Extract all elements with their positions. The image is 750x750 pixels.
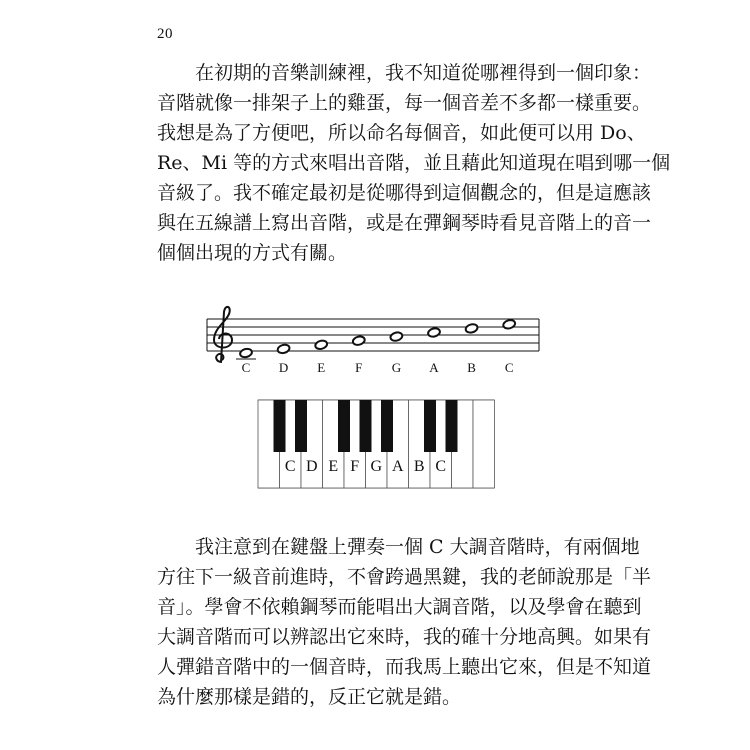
paragraph-line: 大調音階而可以辨認出它來時，我的確十分地高興。如果有: [157, 626, 652, 648]
paragraph-line: 人彈錯音階中的一個音時，而我馬上聽出它來，但是不知道: [157, 656, 652, 678]
paragraph-line: 音」。學會不依賴鋼琴而能唱出大調音階，以及學會在聽到: [157, 596, 642, 618]
staff-lines: [207, 319, 539, 351]
note-label: B: [467, 360, 476, 375]
staff-note-labels: [242, 360, 514, 375]
black-key: [274, 400, 286, 452]
key-label: F: [350, 458, 360, 475]
page-number: 20: [157, 26, 173, 42]
note-label: A: [429, 360, 439, 375]
key-label: E: [328, 458, 339, 475]
paragraph-2: [157, 532, 652, 712]
note-label: G: [391, 360, 402, 375]
black-key: [360, 400, 372, 452]
white-key: [473, 400, 495, 488]
paragraph-line: 個個出現的方式有關。: [157, 242, 348, 264]
note-label: F: [355, 360, 363, 375]
whole-note: [390, 331, 404, 342]
whole-note: [427, 327, 441, 338]
black-key: [381, 400, 393, 452]
paragraph-line: 方往下一級音前進時，不會跨過黑鍵，我的老師說那是「半: [157, 566, 652, 588]
whole-note: [352, 335, 366, 346]
paragraph-line: 我想是為了方便吧，所以命名每個音，如此便可以用 Do、: [157, 122, 646, 144]
paragraph-line: 我注意到在鍵盤上彈奏一個 C 大調音階時，有兩個地: [195, 536, 640, 558]
note-label: E: [317, 360, 326, 375]
note-label: C: [504, 360, 514, 375]
black-keys: [274, 400, 458, 452]
whole-note: [314, 339, 328, 350]
paragraph-line: 音階就像一排架子上的雞蛋，每一個音差不多都一樣重要。: [157, 92, 652, 114]
whole-note: [465, 323, 479, 334]
whole-note: [239, 348, 253, 359]
paragraph-line: 在初期的音樂訓練裡，我不知道從哪裡得到一個印象：: [195, 62, 652, 84]
treble-clef-icon: [214, 307, 232, 362]
note-label: D: [278, 360, 289, 375]
paragraph-line: 為什麼那樣是錯的，反正它就是錯。: [157, 686, 462, 708]
paragraph-line: Re、Mi 等的方式來唱出音階，並且藉此知道現在唱到哪一個: [157, 152, 671, 174]
paragraph-line: 音級了。我不確定最初是從哪得到這個觀念的，但是這應該: [157, 182, 652, 204]
key-label: C: [435, 458, 447, 475]
paragraph-line: 與在五線譜上寫出音階，或是在彈鋼琴時看見音階上的音一: [157, 212, 652, 234]
black-key: [446, 400, 458, 452]
whole-note: [277, 343, 291, 354]
key-label: A: [391, 458, 404, 475]
note-label: C: [241, 360, 251, 375]
black-key: [338, 400, 350, 452]
key-label: D: [305, 458, 318, 475]
black-key: [424, 400, 436, 452]
key-label: G: [370, 458, 383, 475]
staff-notes: [239, 319, 516, 359]
key-label: C: [284, 458, 296, 475]
black-key: [295, 400, 307, 452]
whole-note: [502, 319, 516, 330]
piano-keyboard: [258, 400, 495, 488]
key-label: B: [413, 458, 425, 475]
